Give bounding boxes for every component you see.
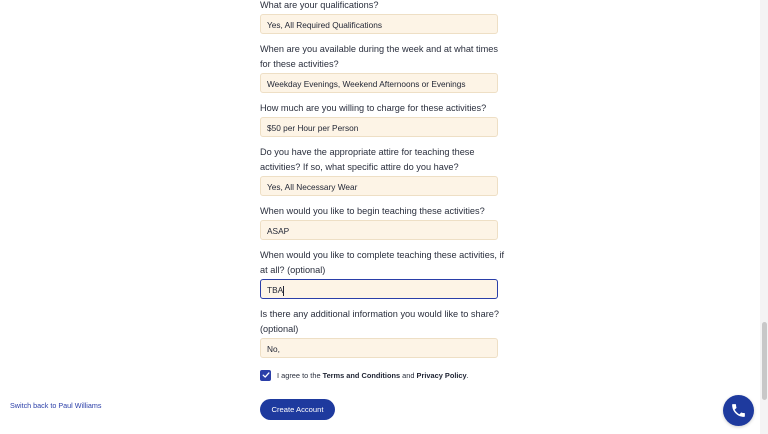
privacy-link[interactable]: Privacy Policy	[416, 370, 467, 380]
start-date-field[interactable]: ASAP	[260, 220, 498, 240]
agreement-suffix: .	[466, 370, 469, 380]
availability-field[interactable]: Weekday Evenings, Weekend Afternoons or Evenings	[260, 73, 498, 93]
question-label-qualifications: What are your qualifications?	[260, 0, 379, 10]
scrollbar-thumb[interactable]	[762, 322, 767, 400]
question-label-end-date: When would you like to complete teaching these activities, if at all? (optional)	[260, 250, 505, 275]
terms-agreement-row	[260, 369, 469, 381]
page-scrollbar[interactable]	[760, 0, 768, 434]
end-date-value: TBA	[267, 285, 284, 295]
terms-agreement-text	[277, 371, 469, 380]
end-date-field[interactable]	[260, 279, 498, 299]
question-label-rate: How much are you willing to charge for these activities?	[260, 103, 487, 113]
terms-checkbox[interactable]	[260, 370, 271, 381]
create-account-button[interactable]: Create Account	[260, 399, 335, 420]
question-label-attire: Do you have the appropriate attire for teaching these activities? If so, what specific attire do you have?	[260, 147, 475, 172]
call-button[interactable]	[723, 395, 754, 426]
question-label-additional-info: Is there any additional information you would like to share? (optional)	[260, 309, 500, 334]
terms-link[interactable]: Terms and Conditions	[322, 370, 401, 380]
rate-field[interactable]: $50 per Hour per Person	[260, 117, 498, 137]
agreement-and: and	[400, 370, 417, 380]
question-label-start-date: When would you like to begin teaching these activities?	[260, 206, 485, 216]
phone-icon	[730, 402, 747, 419]
qualifications-field[interactable]: Yes, All Required Qualifications	[260, 14, 498, 34]
agreement-prefix: I agree to the	[277, 370, 323, 380]
additional-info-field[interactable]: No,	[260, 338, 498, 358]
question-label-availability: When are you available during the week and at what times for these activities?	[260, 44, 498, 69]
checkmark-icon	[262, 371, 270, 379]
switch-user-link[interactable]: Switch back to Paul Williams	[10, 401, 102, 410]
text-caret	[283, 286, 284, 296]
attire-field[interactable]: Yes, All Necessary Wear	[260, 176, 498, 196]
